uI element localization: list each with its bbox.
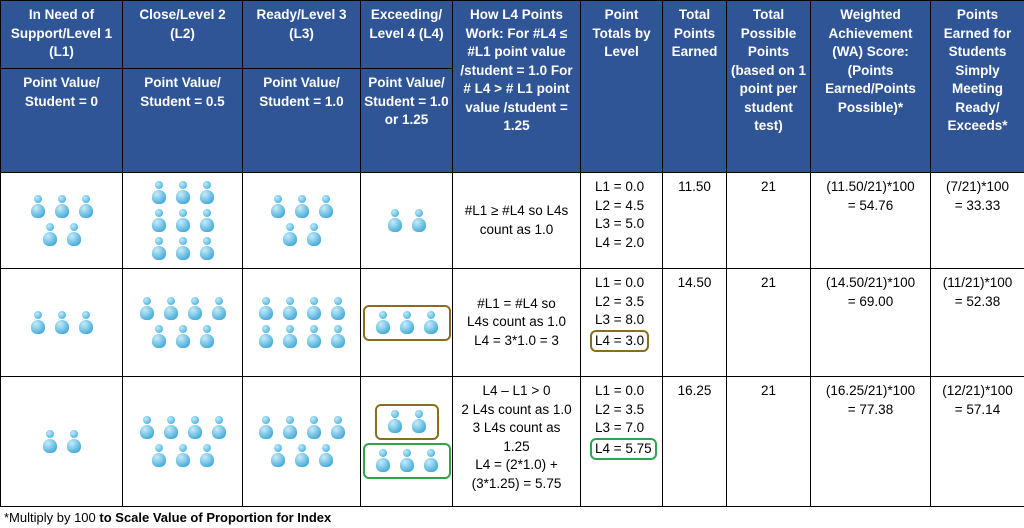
student-icon [387, 410, 403, 434]
how-l4-cell: L4 – L1 > 0 2 L4s count as 1.0 3 L4s count as 1.25 L4 = (2*1.0) + (3*1.25) = 5.75 [453, 377, 581, 507]
student-icon [30, 195, 46, 219]
l1-students-cell [1, 269, 123, 377]
student-icon [318, 195, 334, 219]
header-l2-title: Close/Level 2 (L2) [123, 1, 243, 69]
total-l2: L2 = 3.5 [595, 293, 645, 309]
student-icon [187, 416, 203, 440]
total-l3: L3 = 7.0 [595, 420, 645, 435]
footnote-bold: to Scale Value of Proportion for Index [99, 510, 332, 525]
total-possible-cell: 21 [727, 377, 811, 507]
total-l4: L4 = 3.0 [590, 330, 649, 353]
student-icon [318, 444, 334, 468]
header-weighted-achievement: Weighted Achievement (WA) Score: (Points Earned/Points Possible)* [811, 1, 931, 173]
l3-students-cell [243, 173, 361, 269]
table-row [1, 377, 1024, 507]
student-icon [187, 297, 203, 321]
total-possible-cell: 21 [727, 173, 811, 269]
header-total-possible-points: Total Possible Points (based on 1 point per student test) [727, 1, 811, 173]
l4-students-cell [361, 269, 453, 377]
student-icon [139, 416, 155, 440]
student-icon [211, 416, 227, 440]
total-l2: L2 = 3.5 [595, 401, 645, 417]
student-icon [306, 223, 322, 247]
student-icon [151, 325, 167, 349]
student-icon [258, 325, 274, 349]
header-points-meeting: Points Earned for Students Simply Meeting Ready/ Exceeds* [931, 1, 1024, 173]
meeting-points-cell: (11/21)*100 = 52.38 [931, 269, 1024, 377]
student-icon [282, 416, 298, 440]
student-icon [294, 195, 310, 219]
weighted-score-cell: (11.50/21)*100 = 54.76 [811, 173, 931, 269]
table-row [1, 269, 1024, 377]
point-totals-cell [581, 269, 663, 377]
student-icon [151, 237, 167, 261]
l3-students-cell [243, 269, 361, 377]
student-icon [211, 297, 227, 321]
student-icon [66, 223, 82, 247]
student-icon [306, 416, 322, 440]
point-totals-cell [581, 173, 663, 269]
point-totals-cell [581, 377, 663, 507]
student-icon [399, 449, 415, 473]
header-l1-title: In Need of Support/Level 1 (L1) [1, 1, 123, 69]
header-how-l4-points-work: How L4 Points Work: For #L4 ≤ #L1 point value /student = 1.0 For # L4 > # L1 point value /student = 1.25 [453, 1, 581, 173]
weighted-score-cell: (14.50/21)*100 = 69.00 [811, 269, 931, 377]
student-icon [199, 444, 215, 468]
how-line: count as 1.0 [479, 221, 554, 237]
total-l3: L3 = 5.0 [595, 216, 645, 231]
header-total-points-earned: Total Points Earned [663, 1, 727, 173]
l2-students-cell [123, 377, 243, 507]
student-icon [258, 416, 274, 440]
student-icon [330, 416, 346, 440]
weighted-score-cell: (16.25/21)*100 = 77.38 [811, 377, 931, 507]
student-icon [294, 444, 310, 468]
total-l4: L4 = 5.75 [590, 438, 657, 461]
footnote [4, 510, 331, 525]
header-l2-point-value: Point Value/ Student = 0.5 [123, 69, 243, 173]
l1-students-cell [1, 377, 123, 507]
student-icon [411, 410, 427, 434]
student-icon [423, 311, 439, 335]
l4-students-cell [361, 173, 453, 269]
header-l4-point-value: Point Value/ Student = 1.0 or 1.25 [361, 69, 453, 173]
student-icon [78, 311, 94, 335]
student-icon [42, 430, 58, 454]
student-icon [163, 297, 179, 321]
total-l1: L1 = 0.0 [595, 179, 645, 194]
how-l4-cell [453, 173, 581, 269]
student-icon [282, 223, 298, 247]
total-l3: L3 = 8.0 [595, 312, 645, 327]
student-icon [411, 209, 427, 233]
student-icon [387, 209, 403, 233]
l4-highlight-box [363, 305, 451, 341]
total-l1: L1 = 0.0 [595, 275, 645, 290]
student-icon [54, 311, 70, 335]
student-icon [151, 209, 167, 233]
header-point-totals: Point Totals by Level [581, 1, 663, 173]
student-icon [199, 209, 215, 233]
student-icon [282, 297, 298, 321]
total-l2: L2 = 4.5 [595, 197, 645, 213]
total-l4: L4 = 2.0 [595, 234, 645, 250]
student-icon [258, 297, 274, 321]
header-l3-title: Ready/Level 3 (L3) [243, 1, 361, 69]
total-earned-cell: 16.25 [663, 377, 727, 507]
student-icon [330, 325, 346, 349]
student-icon [139, 297, 155, 321]
student-icon [423, 449, 439, 473]
student-icon [78, 195, 94, 219]
header-l1-point-value: Point Value/ Student = 0 [1, 69, 123, 173]
student-icon [163, 416, 179, 440]
student-icon [270, 444, 286, 468]
how-line: #L1 ≥ #L4 so L4s [464, 203, 569, 218]
student-icon [306, 297, 322, 321]
meeting-points-cell: (12/21)*100 = 57.14 [931, 377, 1024, 507]
meeting-points-cell: (7/21)*100 = 33.33 [931, 173, 1024, 269]
student-icon [375, 449, 391, 473]
student-icon [306, 325, 322, 349]
student-icon [54, 195, 70, 219]
student-icon [42, 223, 58, 247]
student-icon [175, 444, 191, 468]
header-l4-title: Exceeding/ Level 4 (L4) [361, 1, 453, 69]
student-icon [375, 311, 391, 335]
l4-highlight-box-green [363, 443, 451, 479]
student-icon [151, 181, 167, 205]
footnote-prefix: *Multiply by 100 [4, 510, 100, 525]
student-icon [175, 325, 191, 349]
table-row [1, 173, 1024, 269]
student-icon [199, 237, 215, 261]
student-icon [282, 325, 298, 349]
how-l4-cell: #L1 = #L4 so L4s count as 1.0 L4 = 3*1.0 = 3 [453, 269, 581, 377]
student-icon [399, 311, 415, 335]
total-earned-cell: 14.50 [663, 269, 727, 377]
l2-students-cell [123, 269, 243, 377]
student-icon [199, 325, 215, 349]
student-icon [66, 430, 82, 454]
student-icon [199, 181, 215, 205]
l4-highlight-box-brown [375, 404, 439, 440]
header-l3-point-value: Point Value/ Student = 1.0 [243, 69, 361, 173]
student-icon [30, 311, 46, 335]
total-earned-cell: 11.50 [663, 173, 727, 269]
total-l1: L1 = 0.0 [595, 383, 645, 398]
student-icon [270, 195, 286, 219]
student-icon [151, 444, 167, 468]
l3-students-cell [243, 377, 361, 507]
student-icon [175, 181, 191, 205]
l4-students-cell [361, 377, 453, 507]
l1-students-cell [1, 173, 123, 269]
l2-students-cell [123, 173, 243, 269]
student-icon [175, 209, 191, 233]
total-possible-cell: 21 [727, 269, 811, 377]
student-icon [330, 297, 346, 321]
student-icon [175, 237, 191, 261]
